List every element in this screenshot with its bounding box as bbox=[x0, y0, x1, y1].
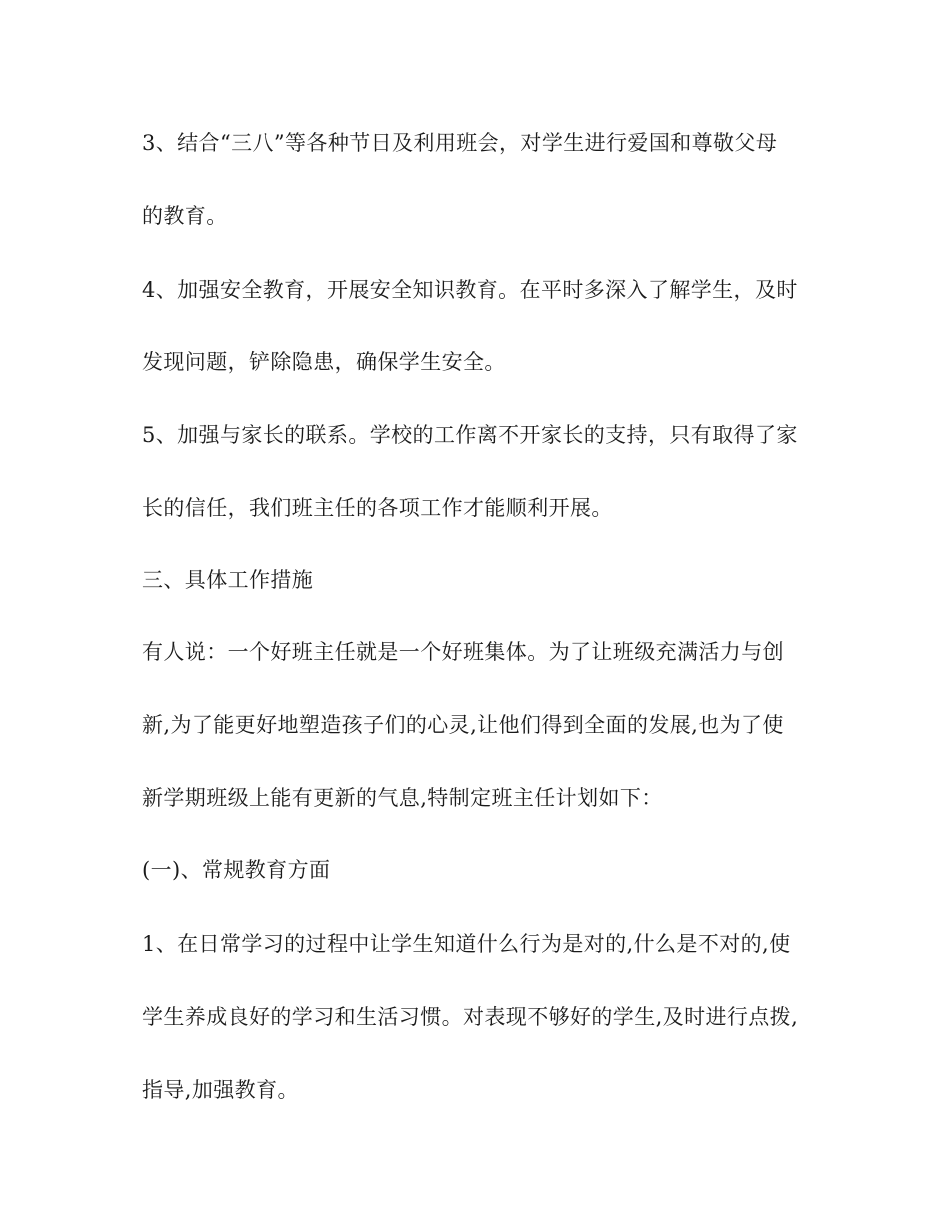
paragraph-line: 指导,加强教育。 bbox=[142, 1078, 299, 1102]
paragraph-line: 5、加强与家长的联系。学校的工作离不开家长的支持，只有取得了家 bbox=[142, 423, 798, 447]
paragraph-line: 新学期班级上能有更新的气息,特制定班主任计划如下： bbox=[142, 786, 663, 810]
subsection-heading: (一)、常规教育方面 bbox=[142, 858, 331, 882]
paragraph-line: 1、在日常学习的过程中让学生知道什么行为是对的,什么是不对的,使 bbox=[142, 932, 791, 956]
paragraph-line: 发现问题，铲除隐患，确保学生安全。 bbox=[142, 350, 506, 374]
paragraph-line: 学生养成良好的学习和生活习惯。对表现不够好的学生,及时进行点拨, bbox=[142, 1005, 799, 1029]
section-heading: 三、具体工作措施 bbox=[142, 568, 314, 592]
paragraph-line: 的教育。 bbox=[142, 204, 228, 228]
paragraph-line: 有人说：一个好班主任就是一个好班集体。为了让班级充满活力与创 bbox=[142, 640, 784, 664]
paragraph-line: 新,为了能更好地塑造孩子们的心灵,让他们得到全面的发展,也为了使 bbox=[142, 713, 784, 737]
paragraph-line: 4、加强安全教育，开展安全知识教育。在平时多深入了解学生，及时 bbox=[142, 278, 798, 302]
paragraph-line: 长的信任，我们班主任的各项工作才能顺利开展。 bbox=[142, 496, 613, 520]
paragraph-line: 3、结合“三八”等各种节日及利用班会，对学生进行爱国和尊敬父母 bbox=[142, 131, 778, 155]
